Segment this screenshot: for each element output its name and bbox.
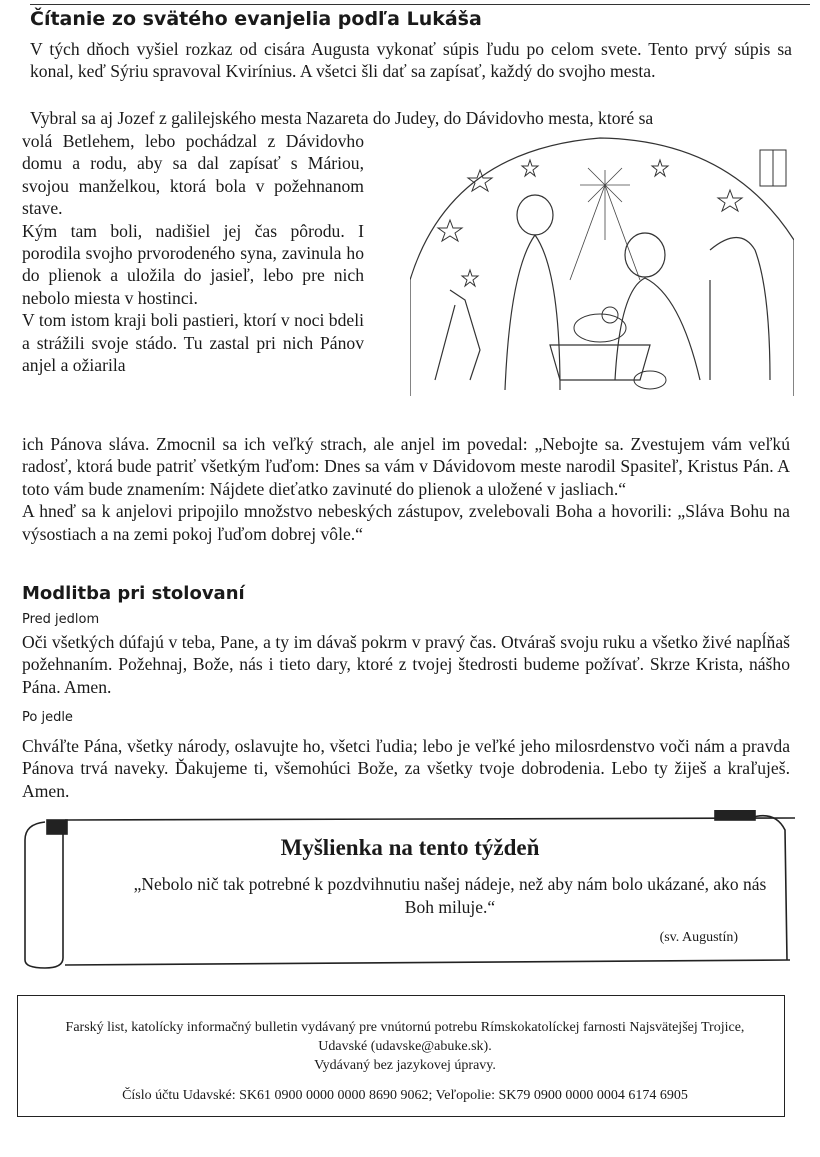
gospel-paragraph-2-lead: Vybral sa aj Jozef z galilejského mesta Nazareta do Judey, do Dávidovho mesta, ktoré sa [30, 108, 654, 128]
footer-accounts: Číslo účtu Udavské: SK61 0900 0000 0000 8690 9062; Veľopolie: SK79 0900 0000 0004 6174 6905 [122, 1088, 688, 1103]
footer-line-1: Farský list, katolícky informačný bulletin vydávaný pre vnútornú potrebu Rímskokatolíckej farnosti Najsvätejšej Trojice, Udavské (udavske@abuke.sk). [65, 1020, 745, 1054]
after-meal-prayer: Chváľte Pána, všetky národy, oslavujte ho, všetci ľudia; lebo je veľké jeho milosrdenstvo voči nám a pravda Pánova trvá naveky. Ďakujeme ti, všemohúci Bože, za všetky tvoje dobrodenia. Lebo ty žiješ a kraľuješ. Amen. [22, 736, 790, 801]
prayer-title: Modlitba pri stolovaní [22, 583, 245, 604]
after-meal-label: Po jedle [22, 710, 73, 725]
gospel-paragraph-2: volá Betlehem, lebo pochádzal z Dávidovho domu a rodu, aby sa dal zapísať s Máriou, svojou manželkou, ktorá bola v požehnanom stave. [22, 131, 364, 219]
thought-quote: „Nebolo nič tak potrebné k pozdvihnutiu našej nádeje, než aby nám bolo ukázané, ako nás Boh miluje.“ [133, 874, 767, 917]
gospel-paragraph-4: V tom istom kraji boli pastieri, ktorí v noci bdeli a strážili svoje stádo. Tu zastal pri nich Pánov anjel a ožiarila [22, 310, 364, 376]
before-meal-label: Pred jedlom [22, 612, 100, 627]
before-meal-prayer: Oči všetkých dúfajú v teba, Pane, a ty im dávaš pokrm v pravý čas. Otváraš svoju ruku a všetko živé napĺňaš požehnaním. Požehnaj, Bože, nás i tieto dary, ktoré z tvojej štedrosti budeme požívať. Skrze Krista, nášho Pána. Amen. [22, 632, 790, 697]
footer-line-2: Vydávaný bez jazykovej úpravy. [314, 1058, 496, 1073]
gospel-paragraph-5: A hneď sa k anjelovi pripojilo množstvo nebeských zástupov, zvelebovali Boha a hovorili: „Sláva Bohu na výsostiach a na zemi pokoj ľuďom dobrej vôle.“ [22, 501, 790, 544]
footer-text [40, 1018, 770, 1075]
thought-title: Myšlienka na tento týždeň [280, 835, 540, 860]
top-rule [30, 4, 810, 5]
nativity-illustration [410, 130, 794, 396]
gospel-paragraph-1: V tých dňoch vyšiel rozkaz od cisára Augusta vykonať súpis ľudu po celom svete. Tento prvý súpis sa konal, keď Sýriu spravoval Kvirínius. A všetci šli dať sa zapísať, každý do svojho mesta. [30, 39, 792, 82]
thought-author: (sv. Augustín) [659, 930, 738, 945]
gospel-paragraph-4-end: ich Pánova sláva. Zmocnil sa ich veľký strach, ale anjel im povedal: „Nebojte sa. Zvestujem vám veľkú radosť, ktorá bude patriť všetkým ľuďom: Dnes sa vám v Dávidovom meste narodil Spasiteľ, Kristus Pán. A toto vám bude znamením: Nájdete dieťatko zavinuté do plienok a uložené v jasliach.“ A hneď sa k anjelovi pripojilo množstvo nebeských zástupov, zvelebovali Boha a hovorili: „Sláva Bohu na výsostiach a na zemi pokoj ľuďom dobrej vôle.“ [22, 434, 790, 544]
gospel-paragraph-3: Kým tam boli, nadišiel jej čas pôrodu. I porodila svojho prvorodeného syna, zavinula ho do plienok a uložila do jasieľ, lebo pre nich nebolo miesta v hostinci. [22, 220, 364, 308]
gospel-column [22, 130, 364, 376]
gospel-title: Čítanie zo svätého evanjelia podľa Lukáša [30, 8, 482, 30]
